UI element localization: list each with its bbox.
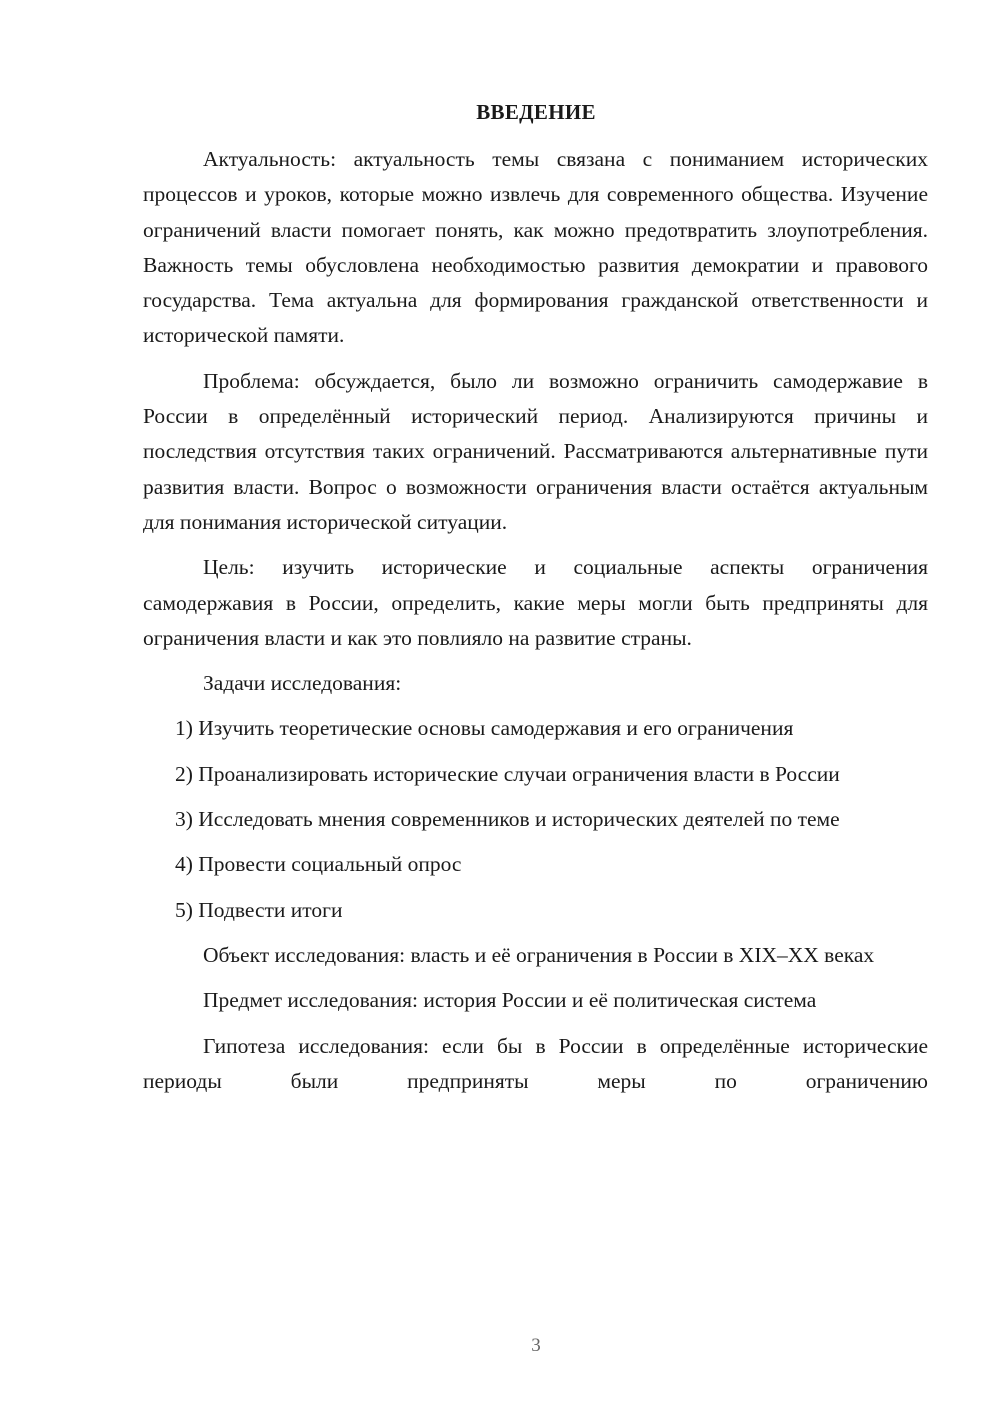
subject-paragraph: Предмет исследования: история России и её политическая система [203, 988, 817, 1013]
problem-paragraph: Проблема: обсуждается, было ли возможно ограничить самодержавие в России в определённый исторический период. Анализируются причины и последствия отсутствия таких ограничений. Рассматриваются альтернативные пути развития власти. Вопрос о возможности ограничения власти остаётся актуальным для понимания исторической ситуации. [143, 368, 928, 534]
document-body [143, 142, 928, 1099]
task-item: 3) Исследовать мнения современников и исторических деятелей по теме [175, 807, 840, 832]
tasks-title: Задачи исследования: [203, 671, 402, 696]
task-item: 1) Изучить теоретические основы самодержавия и его ограничения [175, 716, 794, 741]
task-item: 5) Подвести итоги [175, 897, 343, 922]
task-item: 4) Провести социальный опрос [175, 852, 462, 877]
relevance-paragraph: Актуальность: актуальность темы связана с пониманием исторических процессов и уроков, которые можно извлечь для современного общества. Изучение ограничений власти помогает понять, как можно предотвратить злоупотребления. Важность темы обусловлена необходимостью развития демократии и правового государства. Тема актуальна для формирования гражданской ответственности и исторической памяти. [143, 147, 928, 348]
section-heading: ВВЕДЕНИЕ [476, 100, 596, 124]
goal-paragraph: Цель: изучить исторические и социальные аспекты ограничения самодержавия в России, определить, какие меры могли быть предприняты для ограничения власти и как это повлияло на развитие страны. [143, 555, 928, 650]
page-number: 3 [531, 1335, 541, 1356]
task-item: 2) Проанализировать исторические случаи ограничения власти в России [175, 761, 840, 786]
object-paragraph: Объект исследования: власть и её ограничения в России в XIX–XX веках [203, 942, 875, 967]
hypothesis-paragraph: Гипотеза исследования: если бы в России в определённые исторические периоды были предприняты меры по ограничению [143, 1033, 928, 1093]
